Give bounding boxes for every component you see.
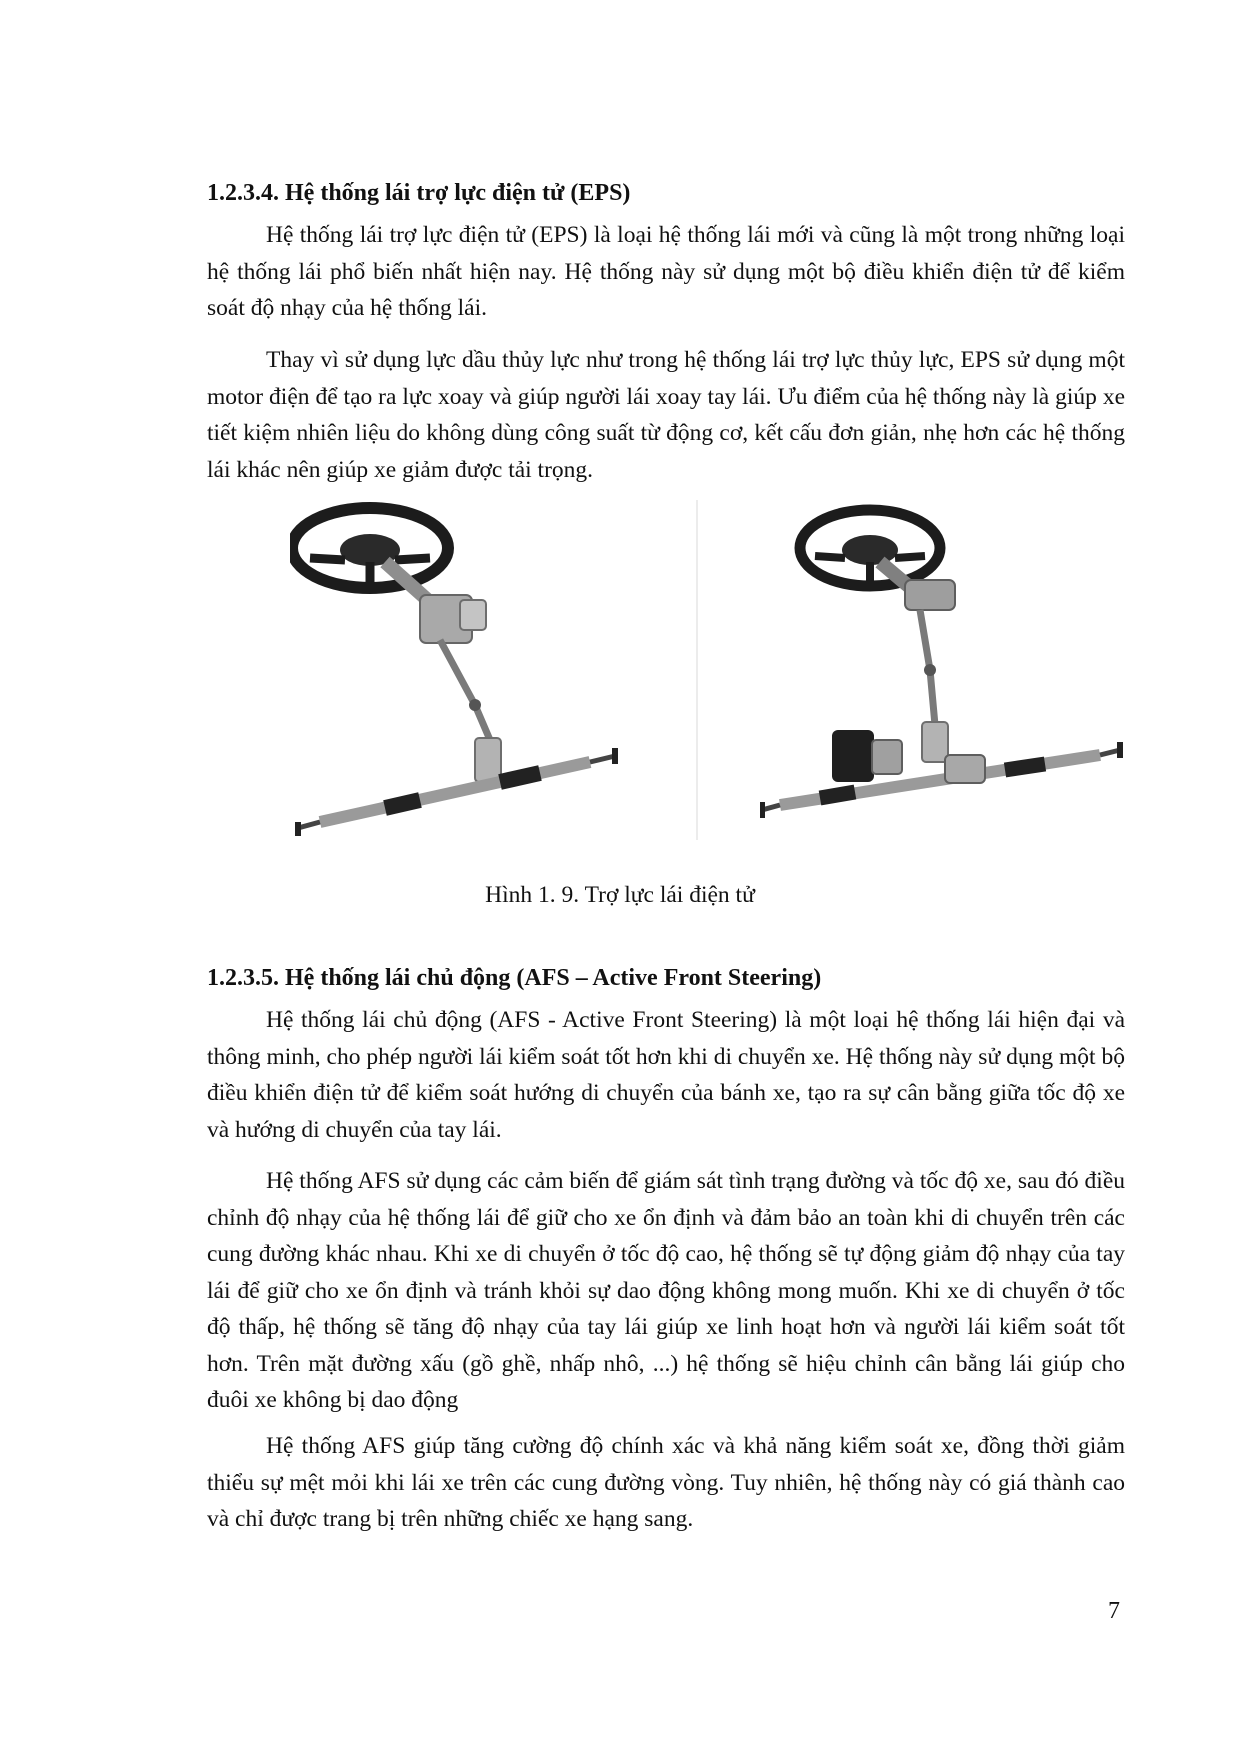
section-heading-eps: 1.2.3.4. Hệ thống lái trợ lực điện tử (EPS) [207, 180, 631, 206]
paragraph-afs-2: Hệ thống AFS sử dụng các cảm biến để giám sát tình trạng đường và tốc độ xe, sau đó điều chỉnh độ nhạy của hệ thống lái để giữ cho xe ổn định và đảm bảo an toàn khi di chuyển trên các cung đường khác nhau. Khi xe di chuyển ở tốc độ cao, hệ thống sẽ tự động giảm độ nhạy của tay lái để giữ cho xe ổn định và tránh khỏi sự dao động không mong muốn. Khi xe di chuyển ở tốc độ thấp, hệ thống sẽ tăng độ nhạy của tay lái giúp xe linh hoạt hơn và người lái kiểm soát tốt hơn. Trên mặt đường xấu (gồ ghề, nhấp nhô, ...) hệ thống sẽ hiệu chỉnh cân bằng lái giúp cho đuôi xe không bị dao động [207, 1168, 1125, 1413]
figure-eps-steering [290, 500, 1158, 850]
steering-assembly-image-left [290, 500, 650, 850]
eps-motor [832, 730, 874, 782]
steering-rack [320, 762, 590, 822]
steering-assembly-image-right [760, 500, 1140, 850]
intermediate-shaft [440, 640, 490, 740]
figure-divider [696, 500, 698, 840]
paragraph-eps-2: Thay vì sử dụng lực dầu thủy lực như trong hệ thống lái trợ lực thủy lực, EPS sử dụng một motor điện để tạo ra lực xoay và giúp người lái xoay tay lái. Ưu điểm của hệ thống này là giúp xe tiết kiệm nhiên liệu do không dùng công suất từ động cơ, kết cấu đơn giản, nhẹ hơn các hệ thống lái khác nên giúp xe giảm được tải trọng. [207, 347, 1125, 483]
paragraph-afs-3: Hệ thống AFS giúp tăng cường độ chính xác và khả năng kiểm soát xe, đồng thời giảm thiểu sự mệt mỏi khi lái xe trên các cung đường vòng. Tuy nhiên, hệ thống này có giá thành cao và chỉ được trang bị trên những chiếc xe hạng sang. [207, 1433, 1125, 1532]
section-heading-afs: 1.2.3.5. Hệ thống lái chủ động (AFS – Active Front Steering) [207, 965, 822, 991]
figure-caption: Hình 1. 9. Trợ lực lái điện tử [485, 882, 755, 908]
paragraph-eps-1: Hệ thống lái trợ lực điện tử (EPS) là loại hệ thống lái mới và cũng là một trong những loại hệ thống lái phổ biến nhất hiện nay. Hệ thống này sử dụng một bộ điều khiển điện tử để kiểm soát độ nhạy của hệ thống lái. [207, 222, 1125, 321]
paragraph-afs-1: Hệ thống lái chủ động (AFS - Active Front Steering) là một loại hệ thống lái hiện đại và thông minh, cho phép người lái kiểm soát tốt hơn khi di chuyển xe. Hệ thống này sử dụng một bộ điều khiển điện tử để kiểm soát hướng di chuyển của bánh xe, tạo ra sự cân bằng giữa tốc độ xe và hướng di chuyển của tay lái. [207, 1007, 1125, 1143]
page-number: 7 [1108, 1598, 1120, 1624]
